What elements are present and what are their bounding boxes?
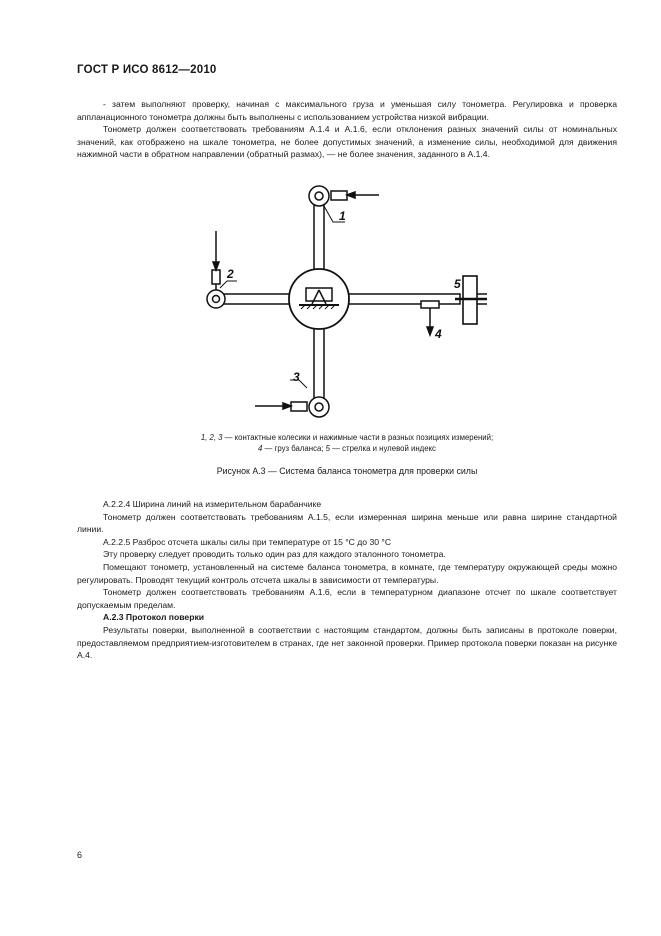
figure-label-4: 4 <box>435 327 442 341</box>
section-a23-text: Результаты поверки, выполненной в соответствии с настоящим стандартом, должны быть записаны в протоколе поверки, предоставляемом предприятием-изготовителем в странах, где нет законной проверки. Пример протокола поверки показан на рисунке А.4. <box>77 624 617 661</box>
section-a224-text: Тонометр должен соответствовать требованиям А.1.5, если измеренная ширина меньше или равна ширине стандартной линии. <box>77 511 617 535</box>
balance-weight <box>421 301 439 308</box>
section-a225-text-2: Помещают тонометр, установленный на системе баланса тонометра, в комнате, где температуру окружающей среды можно регулировать. Проводят текущий контроль отсчета шкалы в зависимости от температуры. <box>77 561 617 585</box>
page-number: 6 <box>77 850 83 860</box>
figure-title: Рисунок А.3 — Система баланса тонометра для проверки силы <box>216 466 478 476</box>
figure-legend-line-2: 4 — груз баланса; 5 — стрелка и нулевой индекс <box>258 444 436 453</box>
sections-text <box>77 498 617 662</box>
figure-legend-line-1: 1, 2, 3 — контактные колесики и нажимные части в разных позициях измерений; <box>200 433 494 442</box>
top-pressure-part <box>331 191 347 200</box>
intro-text <box>77 98 617 161</box>
section-a225-text-3: Тонометр должен соответствовать требованиям А.1.6, если в температурном диапазоне отсчет по шкале соответствует допускаемым пределам. <box>77 587 617 610</box>
section-a224-heading: А.2.2.4 Ширина линий на измерительном барабанчике <box>103 499 322 509</box>
pivot-box <box>306 288 332 301</box>
figure-label-2: 2 <box>227 267 234 281</box>
section-a225-text-1: Эту проверку следует проводить только один раз для каждого эталонного тонометра. <box>103 549 446 560</box>
balance-system-figure <box>195 178 495 423</box>
top-contact-wheel <box>309 186 329 206</box>
left-contact-wheel <box>207 290 225 308</box>
bottom-pressure-part <box>291 402 307 411</box>
page-header-title: ГОСТ Р ИСО 8612—2010 <box>77 64 217 76</box>
section-a225-heading: А.2.2.5 Разброс отсчета шкалы силы при температуре от 15 °С до 30 °С <box>103 536 392 547</box>
figure-label-5: 5 <box>454 277 461 291</box>
intro-paragraph-1: - затем выполняют проверку, начиная с максимального груза и уменьшая силу тонометра. Регулировка и проверка аппланационного тонометра должны быть выполнены с использованием устройства низкой вибрации. <box>77 99 617 122</box>
bottom-contact-wheel <box>309 397 329 417</box>
figure-label-1: 1 <box>339 209 346 223</box>
figure-label-3: 3 <box>293 370 300 384</box>
intro-paragraph-2: Тонометр должен соответствовать требованиям А.1.4 и А.1.6, если отклонения разных значений силы от номинальных значений, как отображено на шкале тонометра, не более допустимых значений, а изменение силы, необходимой для движения нажимной части в обратном направлении (обратный размах), — не более значения, заданного в А.1.4. <box>77 124 617 160</box>
section-a23-heading: А.2.3 Протокол поверки <box>103 612 205 623</box>
